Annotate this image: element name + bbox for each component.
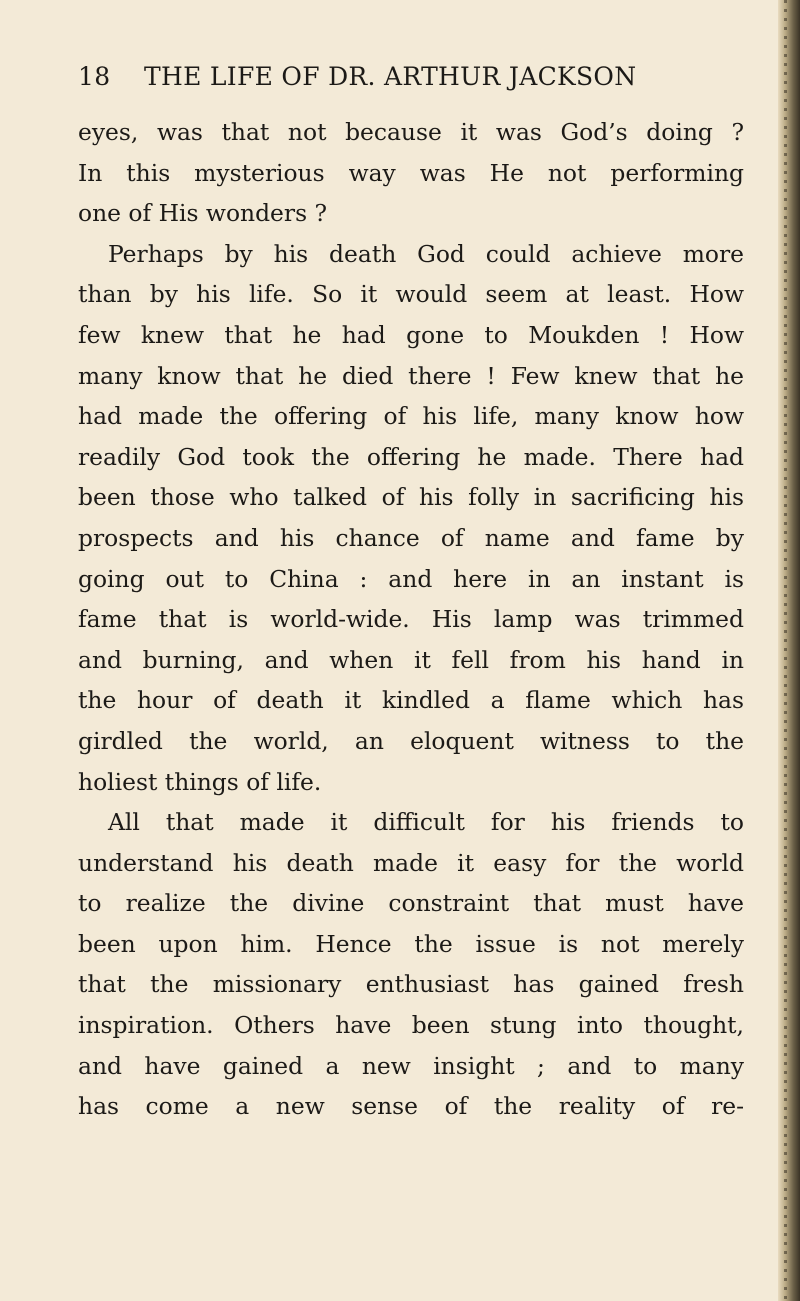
text-line: In this mysterious way was He not performing <box>78 158 744 187</box>
text-line: one of His wonders ? <box>78 199 328 228</box>
text-line: had made the offering of his life, many know how <box>78 402 744 431</box>
text-line: has come a new sense of the reality of re- <box>78 1092 744 1121</box>
text-line: than by his life. So it would seem at least. How <box>78 280 744 309</box>
text-line: fame that is world-wide. His lamp was trimmed <box>78 605 744 634</box>
text-line: to realize the divine constraint that must have <box>78 889 744 918</box>
text-line: and burning, and when it fell from his hand in <box>78 645 744 674</box>
text-line: been those who talked of his folly in sacrificing his <box>78 483 744 512</box>
text-line: many know that he died there ! Few knew that he <box>78 361 744 390</box>
page-edge <box>778 0 800 1301</box>
text-line: holiest things of life. <box>78 767 322 796</box>
text-line: been upon him. Hence the issue is not merely <box>78 929 744 958</box>
text-line: going out to China : and here in an instant is <box>78 564 744 593</box>
text-line: inspiration. Others have been stung into thought, <box>78 1011 744 1040</box>
text-line: understand his death made it easy for the world <box>78 848 744 877</box>
running-title: THE LIFE OF DR. ARTHUR JACKSON <box>144 62 637 91</box>
body-text <box>78 112 744 1127</box>
text-line: the hour of death it kindled a flame which has <box>78 686 744 715</box>
text-line: and have gained a new insight ; and to many <box>78 1051 744 1080</box>
text-line: All that made it difficult for his friends to <box>108 808 744 837</box>
text-line: eyes, was that not because it was God’s doing ? <box>78 118 744 146</box>
text-line: girdled the world, an eloquent witness to the <box>78 726 744 755</box>
text-line: few knew that he had gone to Moukden ! How <box>78 320 744 349</box>
page-number: 18 <box>78 62 111 91</box>
text-line: prospects and his chance of name and fame by <box>78 523 744 552</box>
text-line: Perhaps by his death God could achieve more <box>108 239 744 268</box>
running-header <box>78 62 738 91</box>
text-line: that the missionary enthusiast has gained fresh <box>78 970 744 999</box>
text-line: readily God took the offering he made. There had <box>78 442 744 471</box>
